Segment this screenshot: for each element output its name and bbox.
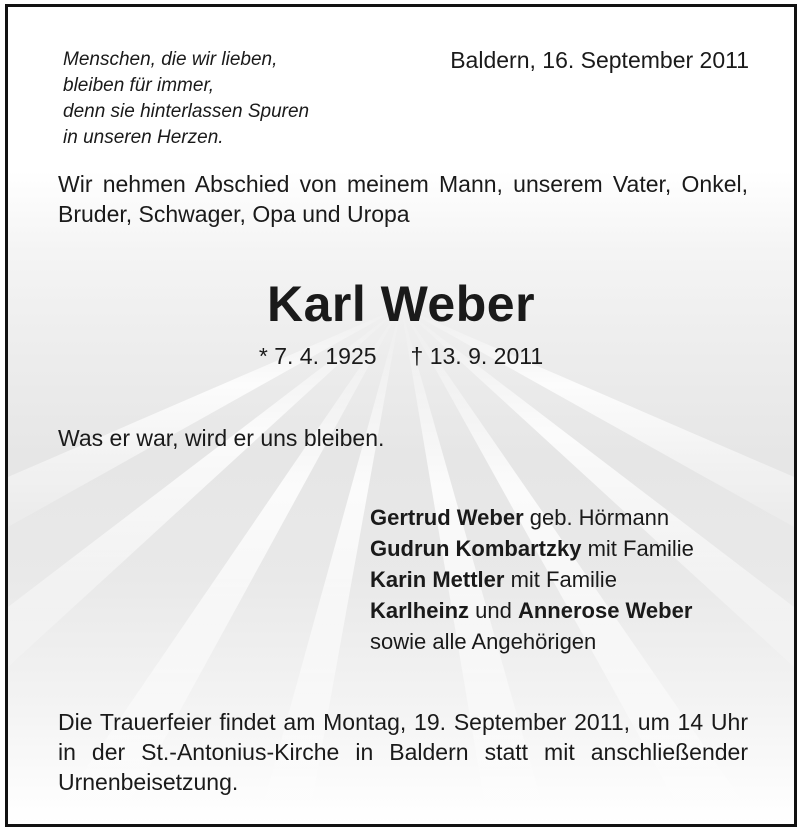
mourner-line: [370, 502, 694, 533]
mourner-line: [370, 564, 694, 595]
mourner-line: sowie alle Angehörigen: [370, 629, 597, 654]
mourner-joiner: und: [469, 598, 518, 623]
deceased-name: Karl Weber: [266, 276, 536, 332]
ceremony-notice: Die Trauerfeier findet am Montag, 19. September 2011, um 14 Uhr in der St.-Antonius-Kirche in Baldern statt mit anschließender Urnenbeisetzung.: [58, 709, 748, 795]
death-date: † 13. 9. 2011: [410, 343, 544, 369]
mourner-name: Karin Mettler: [370, 567, 505, 592]
mourner-line: [370, 533, 694, 564]
place-and-date: Baldern, 16. September 2011: [450, 47, 749, 73]
intro-text: Wir nehmen Abschied von meinem Mann, unserem Vater, Onkel, Bruder, Schwager, Opa und Uropa: [58, 171, 748, 227]
memorial-quote: Was er war, wird er uns bleiben.: [58, 425, 385, 451]
motto-line: bleiben für immer,: [63, 75, 215, 96]
mourner-suffix: mit Familie: [581, 536, 694, 561]
life-dates: [8, 343, 794, 370]
birth-date: * 7. 4. 1925: [258, 343, 377, 369]
motto-verse: [63, 47, 309, 151]
motto-line: denn sie hinterlassen Spuren: [63, 101, 310, 122]
mourner-name: Karlheinz: [370, 598, 470, 623]
mourner-suffix: geb. Hörmann: [523, 505, 670, 530]
obituary-card: [5, 4, 797, 827]
mourner-name: Gertrud Weber: [370, 505, 524, 530]
motto-line: Menschen, die wir lieben,: [63, 49, 278, 70]
mourner-suffix: mit Familie: [504, 567, 617, 592]
mourner-name: Gudrun Kombartzky: [370, 536, 582, 561]
mourners-list: [370, 502, 694, 657]
motto-line: in unseren Herzen.: [63, 127, 224, 148]
mourner-name: Annerose Weber: [517, 598, 693, 623]
mourner-line: [370, 595, 694, 626]
